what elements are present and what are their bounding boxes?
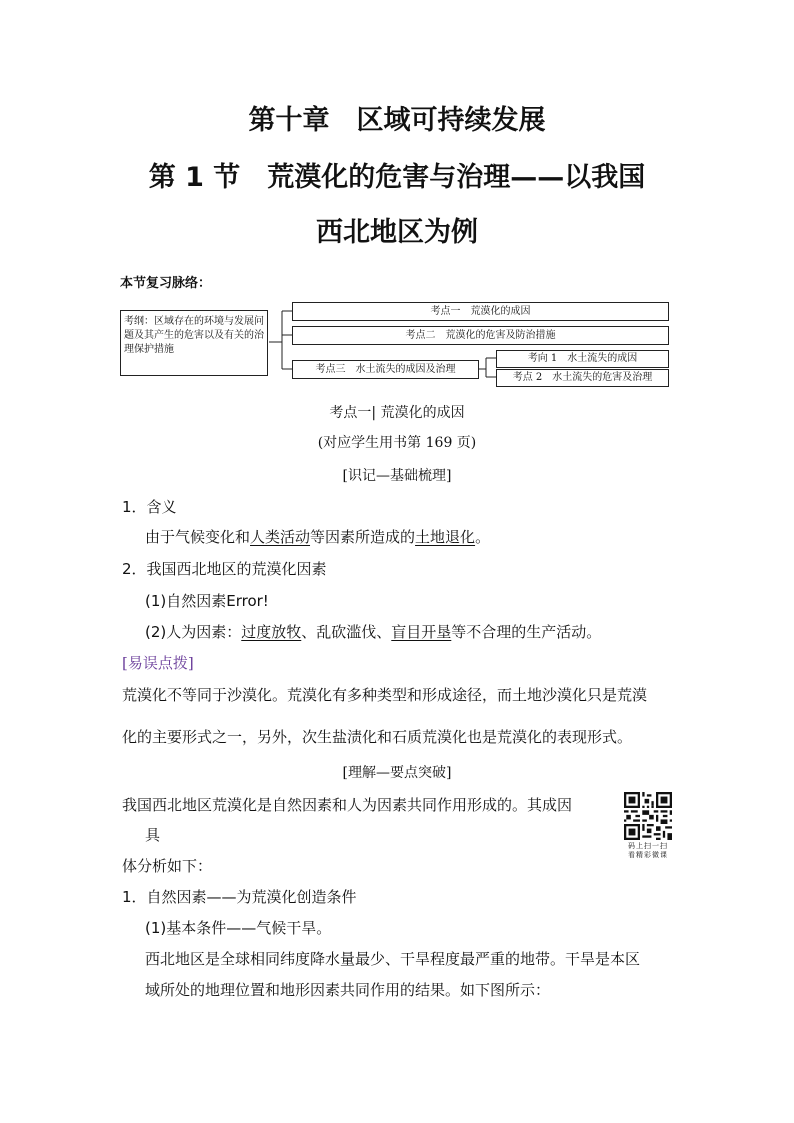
item1-underline-human-activity: 人类活动: [250, 528, 311, 546]
point1-title: 考点一| 荒漠化的成因: [329, 405, 465, 421]
qr-caption-line-1: 码上扫一扫: [628, 842, 668, 850]
outline-node-1: [292, 302, 669, 321]
item2-underline-overgrazing: 过度放牧: [241, 623, 302, 641]
n1-sub: (1)基本条件——气候干旱。: [145, 919, 332, 937]
point1-tag-understanding: [理解—要点突破]: [342, 765, 452, 781]
para1-line-3: 体分析如下：: [122, 857, 213, 875]
tip-line-1: 荒漠化不等同于沙漠化。荒漠化有多种类型和形成途径，而土地沙漠化只是荒漠: [122, 686, 648, 704]
outline-root-text: 考纲：区域存在的环境与发展问题及其产生的危害以及有关的治理保护措施: [124, 316, 264, 355]
outline-node-3-text: 考点三 水土流失的成因及治理: [315, 364, 456, 375]
item2-text-b: 、乱砍滥伐、: [301, 623, 392, 641]
item2-underline-blind-reclamation: 盲目开垦: [391, 623, 452, 641]
outline-node-3: [292, 360, 479, 379]
n1-line-2: 域所处的地理位置和地形因素共同作用的结果。如下图所示：: [145, 981, 551, 999]
item2-natural-factors: (1)自然因素Error!: [145, 592, 269, 610]
item1-underline-land-degradation: 土地退化: [415, 528, 476, 546]
n1-title: 1．自然因素——为荒漠化创造条件: [122, 888, 357, 906]
section-title-line1: 第 1 节 荒漠化的危害与治理——以我国: [148, 162, 646, 193]
item2-text-c: 等不合理的生产活动。: [451, 623, 602, 641]
item1-text-c: 。: [475, 528, 491, 546]
para1-line-2: 具: [145, 826, 161, 844]
point1-ref: (对应学生用书第 169 页): [317, 435, 477, 451]
qr-caption-line-2: 看精彩微课: [628, 851, 668, 859]
para1-line-1: 我国西北地区荒漠化是自然因素和人为因素共同作用形成的。其成因: [122, 796, 573, 814]
outline-heading: 本节复习脉络：: [120, 276, 212, 291]
outline-node-2-text: 考点二 荒漠化的危害及防治措施: [405, 330, 556, 341]
outline-node-1-text: 考点一 荒漠化的成因: [430, 306, 531, 317]
tip-line-2: 化的主要形式之一，另外，次生盐渍化和石质荒漠化也是荒漠化的表现形式。: [122, 728, 633, 746]
outline-subnode-1-text: 考向 1 水土流失的成因: [527, 353, 638, 364]
item1-text-b: 等因素所造成的: [310, 528, 416, 546]
outline-node-2: [292, 326, 669, 345]
item1-text: [145, 526, 490, 547]
outline-subnode-1: [496, 350, 669, 368]
section-title-line2: 西北地区为例: [316, 217, 478, 248]
item2-title: 2．我国西北地区的荒漠化因素: [122, 560, 327, 578]
item1-title: 1．含义: [122, 498, 177, 516]
tip-tag: [易误点拨]: [122, 654, 194, 672]
point1-tag-basics: [识记—基础梳理]: [342, 468, 452, 484]
qr-caption: [616, 842, 680, 860]
qr-code-icon[interactable]: [624, 792, 672, 840]
chapter-title: 第十章 区域可持续发展: [248, 105, 546, 136]
n1-line-1: 西北地区是全球相同纬度降水量最少、干旱程度最严重的地带。干旱是本区: [145, 950, 641, 968]
item2-human-factors: [145, 621, 601, 642]
outline-root-box: [120, 310, 268, 376]
outline-subnode-2: [496, 369, 669, 387]
outline-subnode-2-text: 考点 2 水土流失的危害及治理: [512, 372, 653, 383]
item1-text-a: 由于气候变化和: [145, 528, 251, 546]
item2-text-a: (2)人为因素：: [145, 623, 242, 641]
